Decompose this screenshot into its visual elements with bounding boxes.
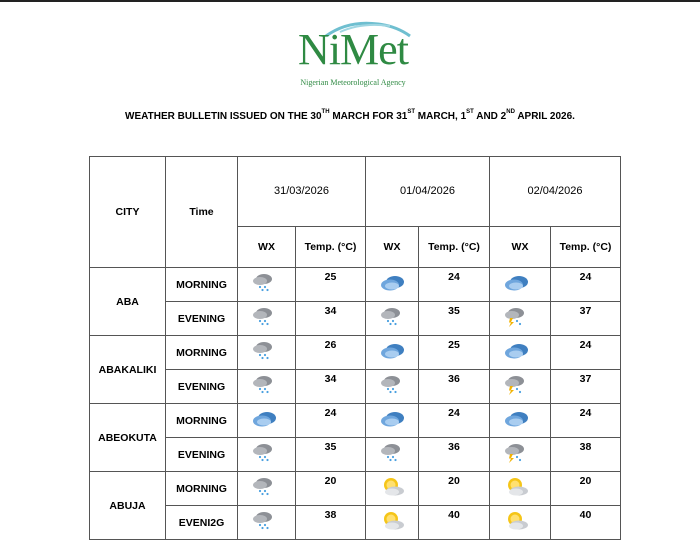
nimet-logo <box>278 14 428 87</box>
weather-cell <box>366 506 419 540</box>
sun-cloud-icon <box>380 477 406 500</box>
thunderstorm-icon <box>504 375 526 398</box>
weather-cell <box>366 268 419 302</box>
cloudy-icon <box>504 410 530 431</box>
city-name: ABA <box>90 268 166 336</box>
header-date: 02/04/2026 <box>490 157 621 227</box>
temperature-value: 24 <box>551 268 621 302</box>
temperature-value: 24 <box>551 336 621 370</box>
temperature-value: 34 <box>296 370 366 404</box>
weather-cell <box>238 506 296 540</box>
weather-cell <box>490 472 551 506</box>
table-row <box>90 370 621 404</box>
top-rule <box>0 0 700 2</box>
weather-cell <box>490 370 551 404</box>
weather-cell <box>366 302 419 336</box>
header-city: CITY <box>90 157 166 268</box>
weather-cell <box>366 336 419 370</box>
weather-cell <box>366 404 419 438</box>
weather-cell <box>238 370 296 404</box>
temperature-value: 25 <box>419 336 490 370</box>
rain-cloud-icon <box>252 477 274 500</box>
table-row <box>90 302 621 336</box>
temperature-value: 34 <box>296 302 366 336</box>
temperature-value: 20 <box>296 472 366 506</box>
cloudy-icon <box>380 274 406 295</box>
temperature-value: 35 <box>296 438 366 472</box>
time-of-day: EVENING <box>166 302 238 336</box>
rain-cloud-icon <box>252 511 274 534</box>
table-row <box>90 336 621 370</box>
temperature-value: 38 <box>296 506 366 540</box>
time-of-day: EVENING <box>166 370 238 404</box>
table-row <box>90 472 621 506</box>
cloudy-icon <box>504 274 530 295</box>
weather-cell <box>366 472 419 506</box>
header-temp: Temp. (°C) <box>551 226 621 267</box>
table-row <box>90 404 621 438</box>
temperature-value: 40 <box>419 506 490 540</box>
header-wx: WX <box>366 226 419 267</box>
temperature-value: 24 <box>419 404 490 438</box>
time-of-day: MORNING <box>166 404 238 438</box>
bulletin-title: WEATHER BULLETIN ISSUED ON THE 30TH MARCH FOR 31ST MARCH, 1ST AND 2ND APRIL 2026. <box>125 109 575 122</box>
city-name: ABEOKUTA <box>90 404 166 472</box>
weather-cell <box>238 302 296 336</box>
temperature-value: 38 <box>551 438 621 472</box>
weather-cell <box>490 506 551 540</box>
table-row <box>90 268 621 302</box>
weather-cell <box>490 438 551 472</box>
cloudy-icon <box>380 410 406 431</box>
temperature-value: 24 <box>296 404 366 438</box>
logo-subtitle: Nigerian Meteorological Agency <box>300 78 406 87</box>
temperature-value: 37 <box>551 302 621 336</box>
thunderstorm-icon <box>504 443 526 466</box>
temperature-value: 26 <box>296 336 366 370</box>
header-time: Time <box>166 157 238 268</box>
logo-wordmark: NiMet <box>298 25 408 74</box>
rain-cloud-icon <box>252 307 274 330</box>
temperature-value: 20 <box>419 472 490 506</box>
header-wx: WX <box>238 226 296 267</box>
temperature-value: 35 <box>419 302 490 336</box>
sun-cloud-icon <box>504 477 530 500</box>
weather-cell <box>490 404 551 438</box>
weather-cell <box>238 268 296 302</box>
weather-cell <box>366 438 419 472</box>
rain-cloud-icon <box>380 443 402 466</box>
rain-cloud-icon <box>380 307 402 330</box>
temperature-value: 40 <box>551 506 621 540</box>
rain-cloud-icon <box>252 341 274 364</box>
temperature-value: 24 <box>551 404 621 438</box>
thunderstorm-icon <box>504 307 526 330</box>
header-date: 01/04/2026 <box>366 157 490 227</box>
weather-cell <box>490 268 551 302</box>
time-of-day: MORNING <box>166 268 238 302</box>
cloudy-icon <box>380 342 406 363</box>
temperature-value: 37 <box>551 370 621 404</box>
table-row <box>90 438 621 472</box>
cloudy-icon <box>252 410 278 431</box>
header-temp: Temp. (°C) <box>296 226 366 267</box>
weather-cell <box>238 336 296 370</box>
table-row <box>90 506 621 540</box>
city-name: ABAKALIKI <box>90 336 166 404</box>
weather-table <box>89 156 621 540</box>
temperature-value: 20 <box>551 472 621 506</box>
table-body <box>90 268 621 540</box>
sun-cloud-icon <box>380 511 406 534</box>
time-of-day: EVENING <box>166 438 238 472</box>
sun-cloud-icon <box>504 511 530 534</box>
rain-cloud-icon <box>380 375 402 398</box>
city-name: ABUJA <box>90 472 166 540</box>
weather-cell <box>490 302 551 336</box>
weather-cell <box>238 438 296 472</box>
temperature-value: 24 <box>419 268 490 302</box>
weather-cell <box>238 404 296 438</box>
header-date: 31/03/2026 <box>238 157 366 227</box>
time-of-day: MORNING <box>166 336 238 370</box>
rain-cloud-icon <box>252 443 274 466</box>
header-temp: Temp. (°C) <box>419 226 490 267</box>
weather-cell <box>366 370 419 404</box>
temperature-value: 36 <box>419 370 490 404</box>
temperature-value: 36 <box>419 438 490 472</box>
cloudy-icon <box>504 342 530 363</box>
time-of-day: MORNING <box>166 472 238 506</box>
time-of-day: EVENI2G <box>166 506 238 540</box>
rain-cloud-icon <box>252 273 274 296</box>
weather-cell <box>490 336 551 370</box>
rain-cloud-icon <box>252 375 274 398</box>
header-wx: WX <box>490 226 551 267</box>
weather-cell <box>238 472 296 506</box>
temperature-value: 25 <box>296 268 366 302</box>
